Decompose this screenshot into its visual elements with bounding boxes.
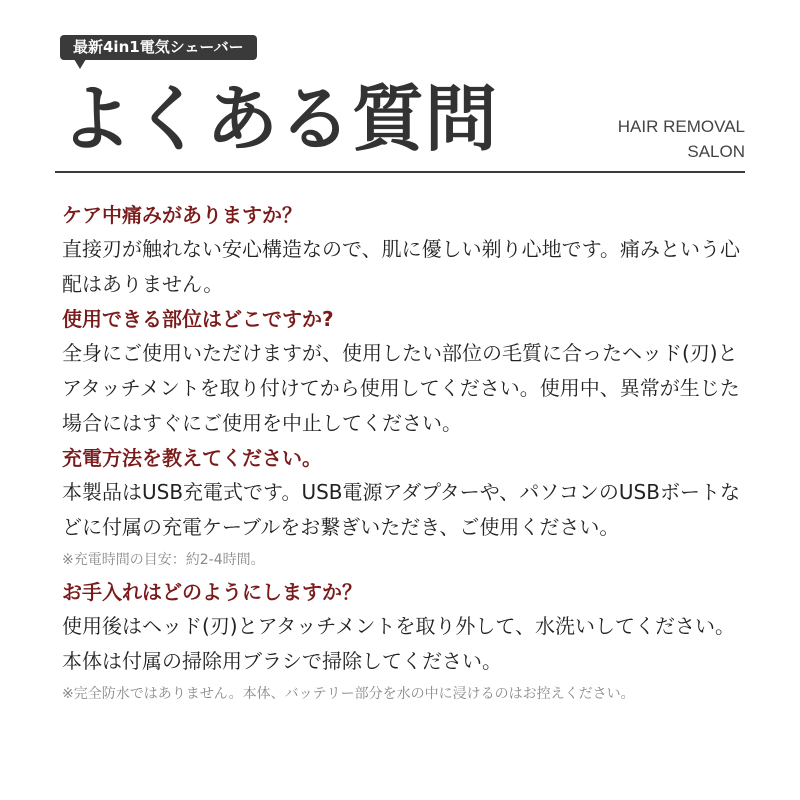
faq-item bbox=[62, 575, 762, 709]
page-title: よくある質問 bbox=[60, 77, 499, 161]
faq-answer-line: 全身にご使用いただけますが、使用したい部位の毛質に合ったヘッド(刃)と bbox=[62, 341, 738, 365]
faq-question: お手入れはどのようにしますか？ bbox=[62, 580, 362, 604]
faq-answer-line: 配はありません。 bbox=[62, 272, 224, 296]
faq-question: ケア中痛みがありますか？ bbox=[62, 203, 302, 227]
faq-item bbox=[62, 198, 762, 302]
subtitle-line-2: SALON bbox=[687, 142, 745, 161]
product-tag-tail bbox=[74, 59, 86, 69]
header-divider bbox=[55, 171, 745, 173]
faq-question: 充電方法を教えてください。 bbox=[62, 446, 322, 470]
faq-item bbox=[62, 441, 762, 575]
product-tag-label: 最新4in1電気シェーバー bbox=[73, 38, 244, 56]
faq-answer bbox=[62, 609, 762, 679]
faq-answer-line: 本製品はUSB充電式です。USB電源アダプターや、パソコンのUSBボートな bbox=[62, 480, 740, 504]
faq-question: 使用できる部位はどこですか? bbox=[62, 307, 334, 331]
faq-answer-line: アタッチメントを取り付けてから使用してください。使用中、異常が生じた bbox=[62, 376, 740, 400]
faq-note: ※充電時間の目安：約2-4時間。 bbox=[62, 552, 265, 568]
faq-answer bbox=[62, 232, 762, 302]
faq-answer-line: 本体は付属の掃除用ブラシで掃除してください。 bbox=[62, 649, 502, 673]
faq-list bbox=[62, 198, 762, 709]
faq-answer-line: 直接刃が触れない安心構造なので、肌に優しい剃り心地です。痛みという心 bbox=[62, 237, 740, 261]
product-tag bbox=[60, 35, 257, 60]
faq-answer-line: どに付属の充電ケーブルをお繋ぎいただき、ご使用ください。 bbox=[62, 515, 620, 539]
page-subtitle bbox=[618, 114, 745, 164]
faq-answer bbox=[62, 475, 762, 545]
faq-note: ※完全防水ではありません。本体、バッテリー部分を水の中に浸けるのはお控えください。 bbox=[62, 686, 635, 702]
faq-answer-line: 使用後はヘッド(刃)とアタッチメントを取り外して、水洗いしてください。 bbox=[62, 614, 736, 638]
faq-item bbox=[62, 302, 762, 441]
faq-answer-line: 場合にはすぐにご使用を中止してください。 bbox=[62, 411, 462, 435]
faq-answer bbox=[62, 336, 762, 441]
subtitle-line-1: HAIR REMOVAL bbox=[617, 117, 745, 136]
